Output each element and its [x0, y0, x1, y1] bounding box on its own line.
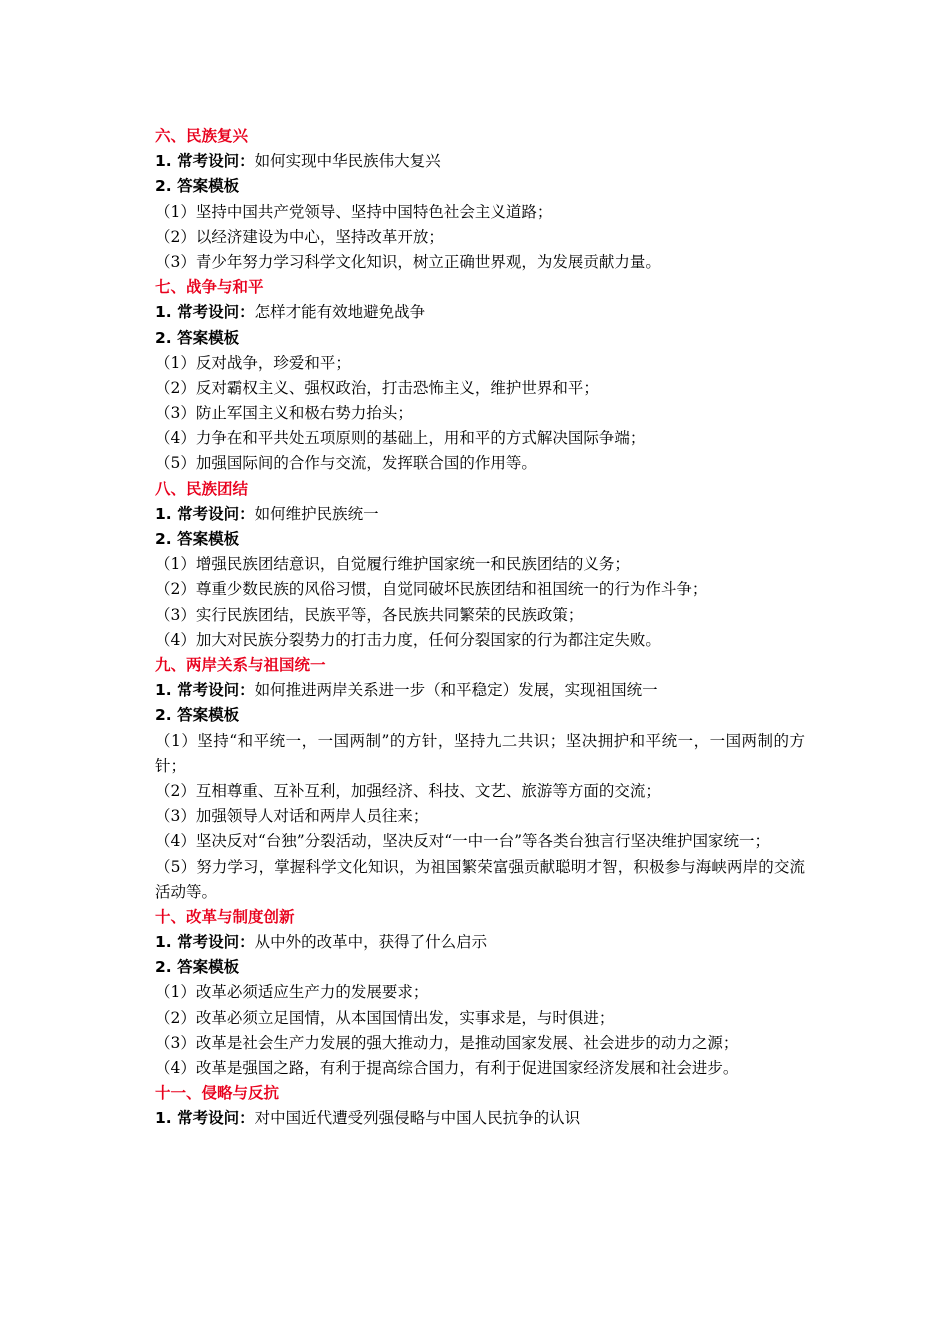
question-line	[155, 1106, 805, 1131]
answer-item: （2）反对霸权主义、强权政治，打击恐怖主义，维护世界和平；	[155, 378, 599, 397]
section-ethnic-unity	[155, 477, 805, 653]
question-line	[155, 502, 805, 527]
answer-template-label: 2. 答案模板	[155, 177, 240, 196]
answer-item: （5）加强国际间的合作与交流，发挥联合国的作用等。	[155, 454, 537, 473]
document-page	[155, 124, 805, 1132]
answer-item: （1）增强民族团结意识，自觉履行维护国家统一和民族团结的义务；	[155, 555, 630, 574]
section-cross-strait-reunification	[155, 653, 805, 905]
question-label: 1. 常考设问：	[155, 681, 255, 700]
section-heading: 十、改革与制度创新	[155, 907, 295, 926]
answer-item: （5）努力学习，掌握科学文化知识，为祖国繁荣富强贡献聪明才智，积极参与海峡两岸的交流活动等。	[155, 857, 805, 901]
question-text: 对中国近代遭受列强侵略与中国人民抗争的认识	[254, 1109, 581, 1128]
question-text: 怎样才能有效地避免战争	[254, 303, 426, 322]
question-label: 1. 常考设问：	[155, 504, 255, 523]
question-text: 如何维护民族统一	[254, 504, 379, 523]
section-heading: 七、战争与和平	[155, 278, 264, 297]
question-text: 从中外的改革中，获得了什么启示	[254, 933, 488, 952]
answer-item: （1）坚持“和平统一，一国两制”的方针，坚持九二共识；坚决拥护和平统一，一国两制的方针；	[155, 731, 805, 775]
answer-item: （4）力争在和平共处五项原则的基础上，用和平的方式解决国际争端；	[155, 429, 646, 448]
question-label: 1. 常考设问：	[155, 1109, 255, 1128]
answer-item: （3）改革是社会生产力发展的强大推动力，是推动国家发展、社会进步的动力之源；	[155, 1033, 739, 1052]
section-reform-and-innovation	[155, 905, 805, 1081]
question-line	[155, 300, 805, 325]
section-national-rejuvenation	[155, 124, 805, 275]
answer-template-label: 2. 答案模板	[155, 328, 240, 347]
answer-item: （3）加强领导人对话和两岸人员往来；	[155, 807, 429, 826]
section-war-and-peace	[155, 275, 805, 477]
answer-item: （2）以经济建设为中心，坚持改革开放；	[155, 227, 444, 246]
answer-item: （3）防止军国主义和极右势力抬头；	[155, 404, 413, 423]
question-label: 1. 常考设问：	[155, 933, 255, 952]
answer-item: （2）尊重少数民族的风俗习惯，自觉同破坏民族团结和祖国统一的行为作斗争；	[155, 580, 708, 599]
section-heading: 九、两岸关系与祖国统一	[155, 655, 326, 674]
answer-item: （2）改革必须立足国情，从本国国情出发，实事求是，与时俱进；	[155, 1008, 615, 1027]
answer-item: （1）改革必须适应生产力的发展要求；	[155, 983, 429, 1002]
answer-template-label: 2. 答案模板	[155, 530, 240, 548]
answer-template-label: 2. 答案模板	[155, 958, 240, 977]
answer-item: （1）反对战争，珍爱和平；	[155, 353, 351, 372]
answer-item: （3）青少年努力学习科学文化知识，树立正确世界观，为发展贡献力量。	[155, 252, 661, 271]
question-label: 1. 常考设问：	[155, 303, 255, 322]
answer-item: （4）坚决反对“台独”分裂活动，坚决反对“一中一台”等各类台独言行坚决维护国家统一；	[155, 832, 771, 851]
section-heading: 十一、侵略与反抗	[155, 1084, 280, 1103]
question-text: 如何实现中华民族伟大复兴	[254, 152, 441, 171]
section-heading: 八、民族团结	[155, 479, 249, 498]
section-heading: 六、民族复兴	[155, 127, 249, 145]
question-line	[155, 678, 805, 703]
answer-item: （3）实行民族团结，民族平等，各民族共同繁荣的民族政策；	[155, 605, 584, 624]
question-text: 如何推进两岸关系进一步（和平稳定）发展，实现祖国统一	[254, 681, 658, 700]
question-label: 1. 常考设问：	[155, 152, 255, 171]
question-line	[155, 930, 805, 955]
answer-item: （4）改革是强国之路，有利于提高综合国力，有利于促进国家经济发展和社会进步。	[155, 1059, 739, 1078]
section-aggression-and-resistance	[155, 1081, 805, 1131]
answer-item: （2）互相尊重、互补互利，加强经济、科技、文艺、旅游等方面的交流；	[155, 781, 661, 800]
answer-item: （4）加大对民族分裂势力的打击力度，任何分裂国家的行为都注定失败。	[155, 630, 661, 649]
question-line	[155, 149, 805, 174]
answer-template-label: 2. 答案模板	[155, 706, 240, 725]
answer-item: （1）坚持中国共产党领导、坚持中国特色社会主义道路；	[155, 202, 553, 221]
